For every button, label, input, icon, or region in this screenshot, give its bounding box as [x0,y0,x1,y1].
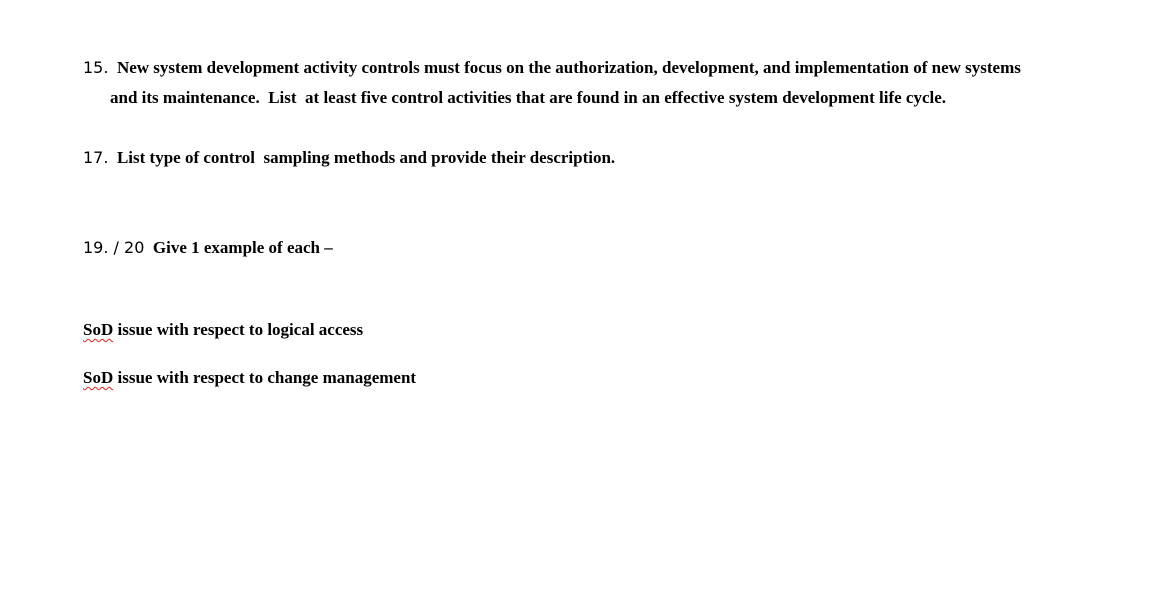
question-15-number: 15. [83,58,109,77]
question-15-line-2 [110,87,946,109]
question-15-text-line-1: New system development activity controls must focus on the authorization, development, and implementation of new systems [116,58,1021,77]
example-2-abbreviation: SoD [83,368,114,387]
question-19-20-text: Give 1 example of each – [152,238,333,257]
question-17-text: List type of control sampling methods and provide their description. [116,148,616,167]
question-17-number: 17. [83,148,109,167]
question-15-line-1 [83,57,1021,79]
question-15-text-line-2: and its maintenance. List at least five control activities that are found in an effective system development life cycle. [110,88,947,107]
example-2-text: issue with respect to change management [113,368,417,387]
example-1-text: issue with respect to logical access [113,320,364,339]
example-change-management [83,367,416,389]
example-1-abbreviation: SoD [83,320,114,339]
question-17 [83,147,615,169]
question-19-20 [83,237,333,259]
example-logical-access [83,319,363,341]
question-19-20-number: 19. / 20 [83,238,145,257]
